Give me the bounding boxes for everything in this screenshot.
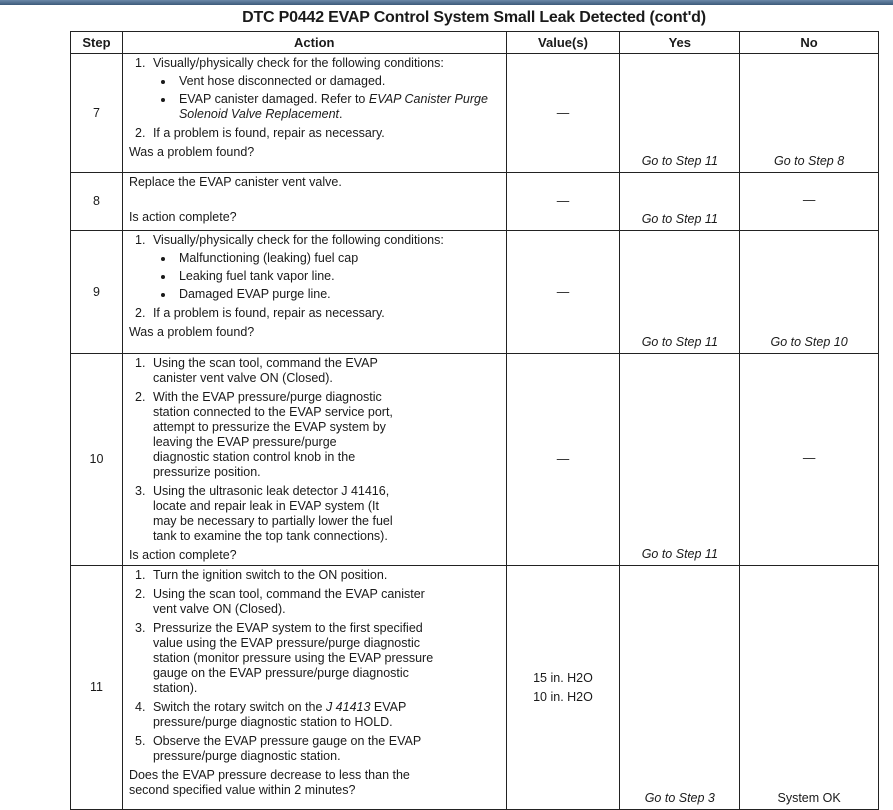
header-no: No <box>740 32 879 54</box>
yes-cell[interactable]: Go to Step 11 <box>620 231 740 354</box>
tool-reference: J 41413 <box>325 700 371 714</box>
value-cell: — <box>506 354 620 566</box>
action-item: 2. If a problem is found, repair as necessary. <box>149 126 500 141</box>
action-cell <box>122 173 506 231</box>
action-item: Visually/physically check for the following conditions: <box>152 233 444 247</box>
value-cell <box>506 566 620 810</box>
question: Was a problem found? <box>128 145 255 159</box>
table-row <box>71 54 879 173</box>
no-cell[interactable]: Go to Step 10 <box>740 231 879 354</box>
question: Does the EVAP pressure decrease to less than the second specified value within 2 minutes? <box>128 768 410 797</box>
action-cell <box>122 354 506 566</box>
value-cell: — <box>506 231 620 354</box>
header-yes: Yes <box>620 32 740 54</box>
bullet-item <box>175 92 500 122</box>
bullet-item: • Vent hose disconnected or damaged. <box>175 74 500 89</box>
header-row <box>71 32 879 54</box>
bullet-end: . <box>339 107 343 121</box>
action-text: Replace the EVAP canister vent valve. <box>128 175 342 189</box>
value-2: 10 in. H2O <box>533 689 593 704</box>
action-cell <box>122 231 506 354</box>
value-cell: — <box>506 173 620 231</box>
yes-cell[interactable]: Go to Step 11 <box>620 354 740 566</box>
bullet-item: • Malfunctioning (leaking) fuel cap <box>175 251 500 266</box>
table-row <box>71 566 879 810</box>
question: Is action complete? <box>128 548 237 562</box>
action-cell <box>122 54 506 173</box>
action-item: 1. Using the scan tool, command the EVAP canister vent valve ON (Closed). <box>149 356 396 386</box>
header-values: Value(s) <box>506 32 620 54</box>
window-top-bar <box>0 0 893 5</box>
action-item: 2. If a problem is found, repair as necessary. <box>149 306 500 321</box>
action-item: 2. Using the scan tool, command the EVAP canister vent valve ON (Closed). <box>149 587 446 617</box>
action-cell <box>122 566 506 810</box>
yes-cell[interactable]: Go to Step 11 <box>620 173 740 231</box>
action-item <box>149 700 446 730</box>
bullet-item: • Damaged EVAP purge line. <box>175 287 500 302</box>
action-text: EVAP pressure/purge diagnostic station to HOLD. <box>152 700 407 729</box>
action-item: 3. Using the ultrasonic leak detector J 41416, locate and repair leak in EVAP system (It may be necessary to partially lower the fuel tank to examine the top tank connections). <box>149 484 396 544</box>
question: Was a problem found? <box>128 325 255 339</box>
header-action: Action <box>122 32 506 54</box>
action-item: 5. Observe the EVAP pressure gauge on the EVAP pressure/purge diagnostic station. <box>149 734 446 764</box>
bullet-text: EVAP canister damaged. Refer to <box>178 92 369 106</box>
yes-cell[interactable]: Go to Step 3 <box>620 566 740 810</box>
table-row <box>71 173 879 231</box>
page-title: DTC P0442 EVAP Control System Small Leak Detected (cont'd) <box>242 9 706 26</box>
bullet-item: • Leaking fuel tank vapor line. <box>175 269 500 284</box>
question: Is action complete? <box>128 210 237 224</box>
action-item: 3. Pressurize the EVAP system to the first specified value using the EVAP pressure/purge diagnostic station (monitor pressure using the EVAP pressure gauge on the EVAP pressure/purge diagnostic station). <box>149 621 446 696</box>
no-cell: System OK <box>740 566 879 810</box>
no-cell: — <box>740 354 879 566</box>
value-cell: — <box>506 54 620 173</box>
step-number: 11 <box>71 566 123 810</box>
step-number: 7 <box>71 54 123 173</box>
yes-cell[interactable]: Go to Step 11 <box>620 54 740 173</box>
step-number: 8 <box>71 173 123 231</box>
table-row <box>71 231 879 354</box>
diagnostic-table <box>70 31 879 810</box>
action-item: 1. Turn the ignition switch to the ON position. <box>149 568 446 583</box>
action-item: 2. With the EVAP pressure/purge diagnostic station connected to the EVAP service port, attempt to pressurize the EVAP system by leaving the EVAP pressure/purge diagnostic station control knob in the pressurize position. <box>149 390 396 480</box>
step-number: 9 <box>71 231 123 354</box>
reference-link[interactable]: EVAP Canister Purge Solenoid Valve Replacement <box>178 92 488 121</box>
no-cell[interactable]: Go to Step 8 <box>740 54 879 173</box>
step-number: 10 <box>71 354 123 566</box>
header-step: Step <box>71 32 123 54</box>
no-cell: — <box>740 173 879 231</box>
table-row <box>71 354 879 566</box>
value-1: 15 in. H2O <box>533 670 593 685</box>
action-item: Visually/physically check for the following conditions: <box>152 56 444 70</box>
action-text: Switch the rotary switch on the <box>152 700 326 714</box>
